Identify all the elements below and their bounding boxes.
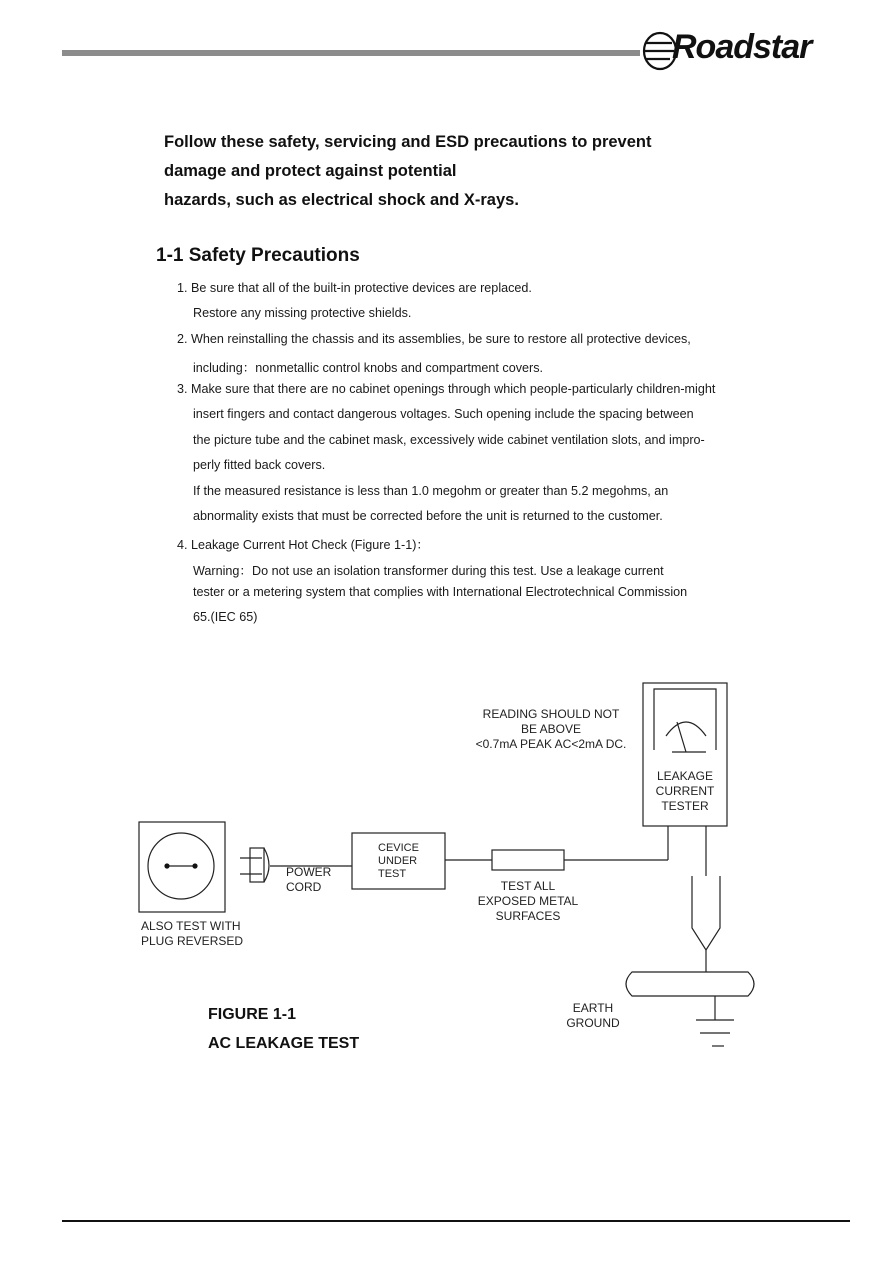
- power-cord-line-text: CORD: [286, 880, 322, 894]
- list-item: Restore any missing protective shields.: [193, 306, 412, 320]
- brand-name: Roadstar: [672, 28, 812, 66]
- section-title: 1-1 Safety Precautions: [156, 245, 360, 266]
- list-item: abnormality exists that must be corrected before the unit is returned to the customer.: [193, 509, 663, 523]
- intro-line: Follow these safety, servicing and ESD precautions to prevent: [164, 133, 652, 151]
- intro-line: hazards, such as electrical shock and X-rays.: [164, 191, 519, 209]
- reading-line: BE ABOVE: [520, 722, 582, 736]
- figure-number: FIGURE 1-1: [208, 1006, 297, 1023]
- tester-label: [643, 769, 727, 814]
- list-item: insert fingers and contact dangerous voltages. Such opening include the spacing between: [193, 407, 694, 421]
- list-item: 65.(IEC 65): [193, 610, 258, 624]
- test-probe-icon: [492, 850, 564, 870]
- list-item: including：nonmetallic control knobs and compartment covers.: [193, 361, 543, 375]
- reading-line: READING SHOULD NOT: [482, 707, 620, 721]
- list-item: perly fitted back covers.: [193, 458, 326, 472]
- earth-line: GROUND: [566, 1016, 620, 1030]
- tester-line: LEAKAGE: [656, 769, 714, 783]
- intro-line: damage and protect against potential: [164, 162, 457, 180]
- list-item: the picture tube and the cabinet mask, excessively wide cabinet ventilation slots, and impro-: [193, 433, 705, 447]
- test-all-line: SURFACES: [495, 909, 561, 923]
- power-cord-label: [286, 865, 331, 895]
- earth-ground-label: [552, 1001, 634, 1031]
- list-item: If the measured resistance is less than 1.0 megohm or greater than 5.2 megohms, an: [193, 484, 669, 498]
- plug-note-line: ALSO TEST WITH: [141, 919, 241, 933]
- device-under-test-label: [378, 842, 419, 881]
- earth-pipe-icon: [626, 972, 754, 996]
- earth-line: EARTH: [572, 1001, 614, 1015]
- plug-reversed-note: [141, 919, 243, 949]
- meter-gauge-icon: [654, 689, 716, 752]
- list-item: Warning：Do not use an isolation transformer during this test. Use a leakage current: [193, 564, 664, 578]
- figure-caption: AC LEAKAGE TEST: [208, 1035, 360, 1052]
- ground-clip-icon: [692, 876, 720, 950]
- test-all-line: EXPOSED METAL: [477, 894, 579, 908]
- reading-line: <0.7mA PEAK AC<2mA DC.: [475, 737, 627, 751]
- list-item: 2. When reinstalling the chassis and its assemblies, be sure to restore all protective devices,: [177, 332, 691, 346]
- device-line: TEST: [378, 868, 407, 880]
- list-item: 3. Make sure that there are no cabinet openings through which people-particularly children-might: [177, 382, 716, 396]
- device-line: CEVICE: [378, 842, 419, 854]
- power-cord-line-text: POWER: [286, 865, 332, 879]
- list-item: 4. Leakage Current Hot Check (Figure 1-1)：: [177, 538, 429, 552]
- earth-ground-icon: [696, 1020, 734, 1046]
- plug-icon: [240, 848, 269, 882]
- tester-line: TESTER: [661, 799, 709, 813]
- test-all-label: [466, 879, 590, 924]
- reading-note: [470, 707, 632, 752]
- plug-note-line: PLUG REVERSED: [141, 934, 244, 948]
- list-item: 1. Be sure that all of the built-in protective devices are replaced.: [177, 281, 532, 295]
- footer-rule: [62, 1220, 850, 1222]
- device-line: UNDER: [378, 855, 418, 867]
- list-item: tester or a metering system that complies with International Electrotechnical Commission: [193, 585, 688, 599]
- test-all-line: TEST ALL: [500, 879, 556, 893]
- tester-line: CURRENT: [655, 784, 715, 798]
